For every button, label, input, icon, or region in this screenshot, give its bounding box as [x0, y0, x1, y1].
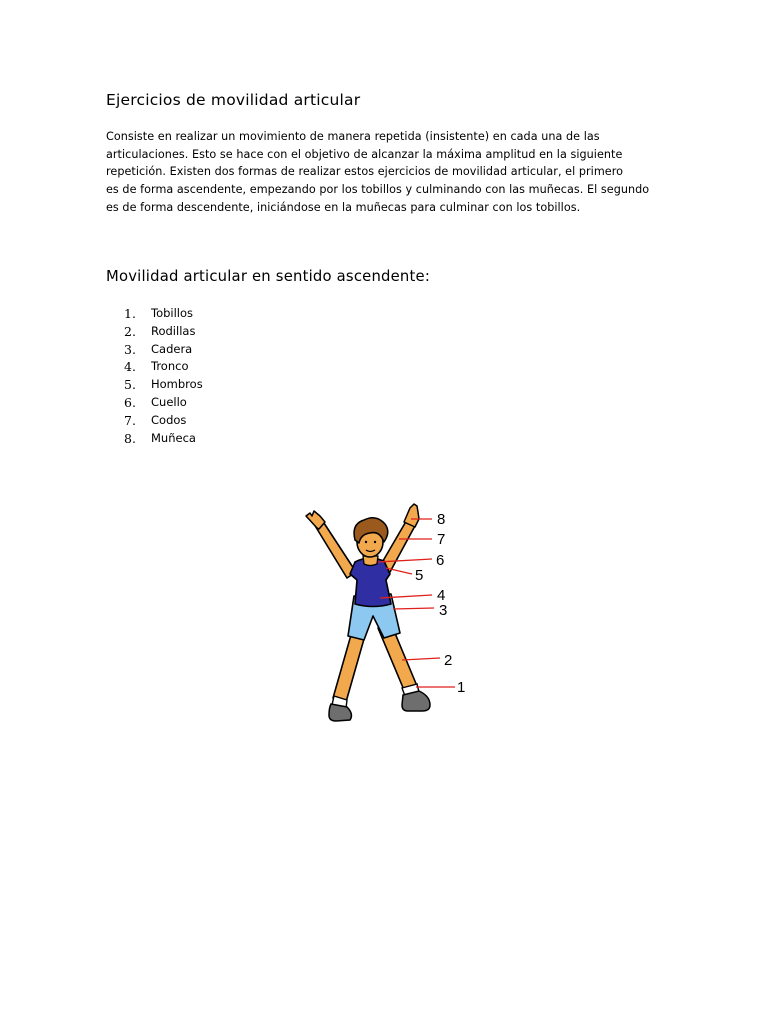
left-shoe	[329, 704, 351, 721]
callout-number: 1	[457, 679, 466, 696]
callout-number: 8	[437, 511, 446, 528]
callout-line-3	[393, 608, 434, 609]
list-item	[124, 412, 203, 430]
list-item	[124, 305, 203, 323]
left-eye	[365, 541, 367, 543]
list-number: 8.	[124, 430, 136, 446]
list-item	[124, 430, 203, 448]
paragraph-line: Consiste en realizar un movimiento de manera repetida (insistente) en cada una de las	[106, 130, 600, 143]
right-eye	[374, 541, 376, 543]
paragraph-line: es de forma ascendente, empezando por los tobillos y culminando con las muñecas. El segundo	[106, 183, 650, 197]
callout-number: 2	[444, 652, 453, 669]
paragraph-line: es de forma descendente, iniciándose en la muñecas para culminar con los tobillos.	[106, 200, 581, 214]
callout-number: 5	[415, 567, 424, 584]
document-title: Ejercicios de movilidad articular	[106, 91, 361, 109]
callout-number: 6	[436, 552, 445, 569]
paragraph-line: repetición. Existen dos formas de realizar estos ejercicios de movilidad articular, el primero	[106, 165, 624, 179]
list-number: 3.	[124, 341, 136, 357]
callout-number: 4	[437, 587, 446, 604]
list-label: Codos	[151, 412, 187, 427]
callout-number: 7	[437, 531, 446, 548]
list-item	[124, 358, 203, 376]
list-number: 6.	[124, 394, 136, 410]
list-item	[124, 323, 203, 341]
paragraph-line: articulaciones. Esto se hace con el objetivo de alcanzar la máxima amplitud en la siguiente	[106, 147, 623, 161]
list-number: 7.	[124, 412, 136, 428]
list-number: 5.	[124, 377, 136, 393]
list-item	[124, 376, 203, 394]
callout-number: 3	[439, 602, 448, 619]
list-item	[124, 394, 203, 412]
list-label: Muñeca	[151, 430, 196, 445]
list-item	[124, 341, 203, 359]
intro-paragraph	[106, 128, 666, 217]
right-shoe	[402, 691, 430, 711]
list-label: Tobillos	[151, 306, 194, 320]
list-label: Rodillas	[151, 323, 196, 338]
list-label: Cuello	[151, 394, 187, 409]
list-number: 2.	[124, 323, 136, 339]
list-label: Hombros	[151, 377, 203, 392]
left-arm	[314, 520, 356, 578]
list-number: 1.	[124, 306, 136, 321]
section-subtitle: Movilidad articular en sentido ascendente:	[106, 268, 431, 285]
left-hand	[306, 511, 325, 529]
list-label: Tronco	[151, 359, 189, 374]
callout-line-2	[402, 658, 440, 660]
list-number: 4.	[124, 359, 136, 375]
right-hand	[404, 504, 419, 527]
joint-diagram-figure	[298, 500, 478, 728]
list-label: Cadera	[151, 341, 193, 356]
joints-list	[124, 305, 203, 447]
